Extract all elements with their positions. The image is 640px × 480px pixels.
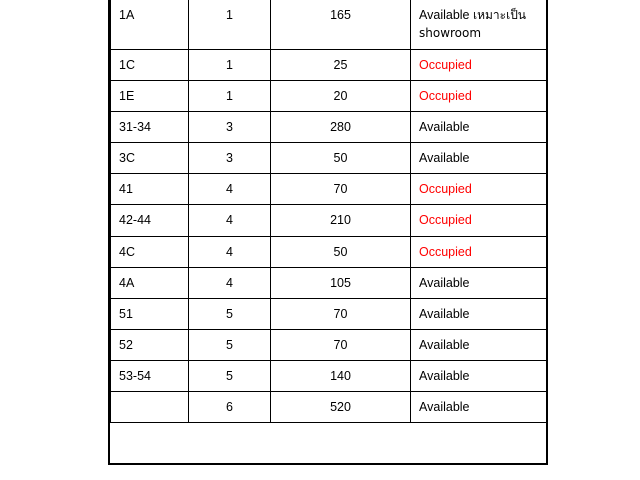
cell-status: [411, 174, 547, 205]
cell-floor: 1: [189, 0, 271, 49]
cell-floor: 5: [189, 298, 271, 329]
cell-unit: 42-44: [111, 205, 189, 236]
cell-area: 25: [271, 49, 411, 80]
table-row: [111, 143, 547, 174]
table-row: [111, 0, 547, 49]
cell-status: [411, 361, 547, 392]
cell-unit: 51: [111, 298, 189, 329]
cell-unit: 1E: [111, 80, 189, 111]
cell-floor: 3: [189, 143, 271, 174]
cell-unit: 41: [111, 174, 189, 205]
cell-area: 105: [271, 267, 411, 298]
cell-status: [411, 49, 547, 80]
cell-unit: 52: [111, 329, 189, 360]
status-badge: Available: [419, 306, 470, 321]
cell-area: 70: [271, 298, 411, 329]
cell-status: [411, 236, 547, 267]
table-row: [111, 80, 547, 111]
cell-status: [411, 329, 547, 360]
table-row: [111, 392, 547, 423]
cell-area: 70: [271, 174, 411, 205]
cell-unit: 53-54: [111, 361, 189, 392]
cell-status: [411, 205, 547, 236]
cell-area: 280: [271, 112, 411, 143]
status-badge: Available: [419, 369, 470, 384]
status-badge: Available: [419, 400, 470, 415]
cell-floor: 4: [189, 267, 271, 298]
table-row: [111, 174, 547, 205]
cell-status: [411, 0, 547, 49]
cell-floor: 1: [189, 80, 271, 111]
cell-status: [411, 112, 547, 143]
cell-status: [411, 392, 547, 423]
cell-floor: 5: [189, 361, 271, 392]
status-badge: Occupied: [419, 213, 472, 228]
cell-area: 140: [271, 361, 411, 392]
cell-unit: 4A: [111, 267, 189, 298]
cell-area: 20: [271, 80, 411, 111]
cell-unit: 1C: [111, 49, 189, 80]
status-badge: Occupied: [419, 244, 472, 259]
status-badge: Available: [419, 8, 473, 22]
cell-status: [411, 143, 547, 174]
cell-unit: 4C: [111, 236, 189, 267]
cell-floor: 1: [189, 49, 271, 80]
cell-status: [411, 80, 547, 111]
cell-unit: 3C: [111, 143, 189, 174]
cell-floor: 3: [189, 112, 271, 143]
cell-unit: 1A: [111, 0, 189, 49]
cell-floor: 5: [189, 329, 271, 360]
unit-availability-table-wrapper: [108, 0, 548, 465]
cell-unit: 31-34: [111, 112, 189, 143]
cell-floor: 4: [189, 236, 271, 267]
cell-unit: [111, 392, 189, 423]
table-row: [111, 298, 547, 329]
status-badge: Available: [419, 337, 470, 352]
table-row: [111, 49, 547, 80]
table-row: [111, 329, 547, 360]
cell-floor: 4: [189, 205, 271, 236]
table-body: [111, 0, 547, 423]
table-row: [111, 236, 547, 267]
status-badge: Occupied: [419, 88, 472, 103]
status-badge: Available: [419, 120, 470, 135]
status-badge: Available: [419, 275, 470, 290]
cell-area: 70: [271, 329, 411, 360]
status-note: เหมาะเป็น showroom: [419, 8, 527, 41]
status-badge: Available: [419, 151, 470, 166]
cell-area: 165: [271, 0, 411, 49]
table-row: [111, 205, 547, 236]
status-badge: Occupied: [419, 57, 472, 72]
table-row: [111, 267, 547, 298]
cell-floor: 6: [189, 392, 271, 423]
cell-area: 50: [271, 236, 411, 267]
cell-area: 210: [271, 205, 411, 236]
table-row: [111, 361, 547, 392]
status-badge: Occupied: [419, 182, 472, 197]
unit-availability-table: [110, 0, 547, 423]
table-row: [111, 112, 547, 143]
cell-floor: 4: [189, 174, 271, 205]
cell-area: 520: [271, 392, 411, 423]
cell-status: [411, 267, 547, 298]
cell-area: 50: [271, 143, 411, 174]
cell-status: [411, 298, 547, 329]
